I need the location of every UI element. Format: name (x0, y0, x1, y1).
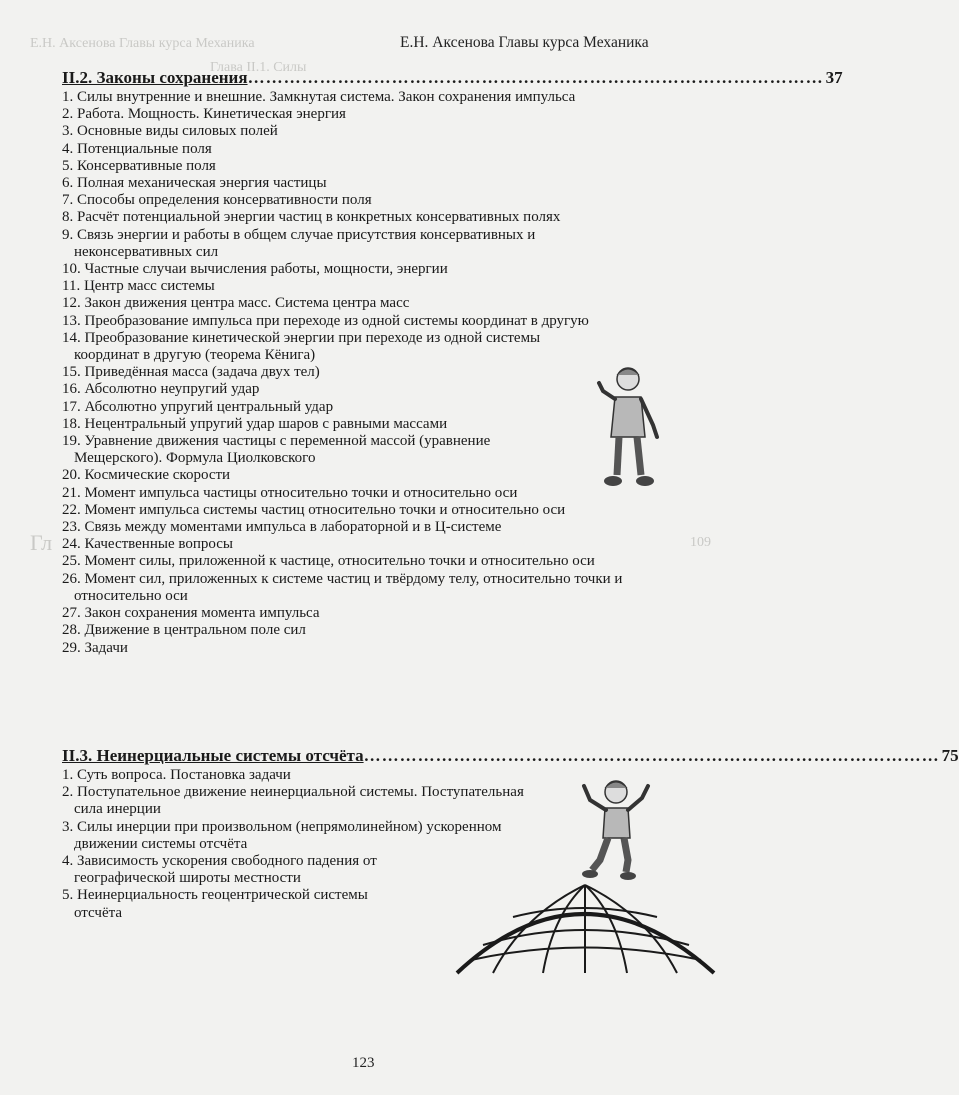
toc-item (62, 158, 702, 175)
toc-item-text: Работа. Мощность. Кинетическая энергия (77, 106, 346, 123)
bleed-through-header: Е.Н. Аксенова Главы курса Механика (30, 36, 255, 51)
toc-item-text: Преобразование импульса при переходе из одной системы координат в другую (84, 312, 589, 329)
toc-item-continuation: географической широты местности (74, 870, 301, 887)
toc-item-number: 4. (62, 853, 74, 870)
toc-item-text: Связь между моментами импульса в лабораторной и в Ц-системе (84, 519, 502, 536)
toc-item (62, 784, 572, 818)
toc-item (62, 819, 572, 853)
toc-item-text: Поступательное движение неинерциальной системы. Поступательная (77, 784, 524, 801)
toc-item-text: Момент импульса частицы относительно точки и относительно оси (84, 484, 518, 501)
section-2-title-text: II.2. Законы сохранения (62, 68, 248, 87)
toc-item-number: 16. (62, 381, 81, 398)
toc-item-number: 2. (62, 784, 74, 801)
toc-item-number: 21. (62, 484, 81, 501)
toc-item-number: 13. (62, 312, 81, 329)
toc-item-text: Силы инерции при произвольном (непрямолинейном) ускоренном (77, 818, 502, 835)
toc-item-text: Уравнение движения частицы с переменной массой (уравнение (84, 433, 491, 450)
toc-item-number: 20. (62, 467, 81, 484)
toc-item-text: Качественные вопросы (84, 536, 233, 553)
toc-item-number: 4. (62, 140, 74, 157)
toc-item-text: Момент сил, приложенных к системе частиц и твёрдому телу, относительно точки и (84, 570, 623, 587)
globe-dome-illustration (453, 875, 718, 975)
toc-item-continuation: координат в другую (теорема Кёнига) (74, 347, 316, 364)
toc-item (62, 141, 702, 158)
toc-item (62, 278, 702, 295)
boy-jumping-illustration (578, 772, 653, 882)
toc-item (62, 767, 572, 784)
toc-item-continuation: относительно оси (74, 587, 188, 604)
section-3-page: 75 (941, 746, 959, 765)
toc-item-text: Абсолютно неупругий удар (84, 381, 260, 398)
toc-item-text: Космические скорости (84, 467, 231, 484)
toc-item-number: 2. (62, 106, 74, 123)
toc-item-text: Задачи (84, 639, 128, 656)
toc-item-text: Расчёт потенциальной энергии частиц в конкретных консервативных полях (77, 209, 561, 226)
toc-item-continuation: Мещерского). Формула Циолковского (74, 450, 316, 467)
toc-item-text: Закон сохранения момента импульса (84, 605, 320, 622)
toc-item-number: 3. (62, 123, 74, 140)
toc-item-number: 26. (62, 570, 81, 587)
toc-item (62, 313, 702, 330)
toc-item (62, 640, 702, 657)
toc-item-number: 10. (62, 261, 81, 278)
toc-item-number: 6. (62, 175, 74, 192)
toc-item (62, 330, 702, 364)
toc-item-text: Преобразование кинетической энергии при переходе из одной системы (84, 329, 541, 346)
toc-item (62, 106, 702, 123)
toc-item-number: 22. (62, 501, 81, 518)
toc-item (62, 571, 702, 605)
bleed-through-fragment: Гл (30, 530, 53, 555)
toc-item-continuation: отсчёта (74, 904, 122, 921)
toc-item (62, 192, 702, 209)
toc-item-continuation: неконсервативных сил (74, 243, 219, 260)
toc-item-text: Силы внутренние и внешние. Замкнутая система. Закон сохранения импульса (77, 89, 576, 105)
toc-item-number: 12. (62, 295, 81, 312)
toc-item-text: Движение в центральном поле сил (84, 622, 306, 639)
toc-item (62, 295, 702, 312)
toc-item (62, 502, 702, 519)
toc-item-text: Способы определения консервативности поля (77, 192, 372, 209)
toc-item (62, 261, 702, 278)
toc-item-text: Центр масс системы (83, 278, 215, 295)
toc-item-number: 9. (62, 226, 74, 243)
boy-standing-illustration (595, 365, 665, 490)
toc-item-continuation: сила инерции (74, 801, 161, 818)
bleed-through-line: Глава II.1. Силы (210, 60, 307, 75)
section-3-title (62, 746, 959, 766)
toc-item-text: Консервативные поля (77, 157, 216, 174)
toc-item-number: 27. (62, 605, 81, 622)
toc-item (62, 519, 702, 536)
toc-item-text: Момент силы, приложенной к частице, относительно точки и относительно оси (84, 553, 595, 570)
toc-item-text: Потенциальные поля (77, 140, 212, 157)
toc-leader-dots: …………………………………………………………………………………… (247, 68, 824, 87)
toc-item (62, 123, 702, 140)
toc-item-number: 28. (62, 622, 81, 639)
toc-item-number: 1. (62, 767, 74, 783)
toc-item (62, 89, 702, 106)
toc-item-text: Момент импульса системы частиц относительно точки и относительно оси (84, 501, 566, 518)
toc-item-number: 23. (62, 519, 81, 536)
toc-item-number: 7. (62, 192, 74, 209)
toc-item-text: Абсолютно упругий центральный удар (84, 398, 334, 415)
toc-item (62, 175, 702, 192)
toc-item-text: Суть вопроса. Постановка задачи (77, 767, 291, 783)
toc-item-text: Нецентральный упругий удар шаров с равными массами (84, 415, 448, 432)
toc-item-text: Закон движения центра масс. Система центра масс (84, 295, 410, 312)
bleed-through-number: 109 (690, 535, 711, 550)
toc-item (62, 622, 702, 639)
toc-item (62, 605, 702, 622)
section-2-page: 37 (825, 68, 843, 87)
toc-item-text: Частные случаи вычисления работы, мощности, энергии (84, 261, 448, 278)
toc-item-number: 25. (62, 553, 81, 570)
toc-leader-dots: …………………………………………………………………………………… (363, 746, 940, 765)
running-header: Е.Н. Аксенова Главы курса Механика (400, 34, 649, 51)
toc-item (62, 553, 702, 570)
section-2-title (62, 68, 843, 88)
toc-item-number: 29. (62, 639, 81, 656)
toc-item-number: 3. (62, 818, 74, 835)
toc-item-text: Основные виды силовых полей (77, 123, 278, 140)
toc-item-text: Полная механическая энергия частицы (77, 175, 327, 192)
toc-item-number: 17. (62, 398, 81, 415)
toc-item (62, 227, 702, 261)
toc-item-number: 8. (62, 209, 74, 226)
toc-item-number: 14. (62, 329, 81, 346)
toc-item-continuation: движении системы отсчёта (74, 835, 248, 852)
toc-item-number: 15. (62, 364, 81, 381)
toc-item-number: 1. (62, 89, 74, 105)
toc-item (62, 536, 702, 553)
toc-item-text: Зависимость ускорения свободного падения от (77, 853, 377, 870)
toc-item-number: 18. (62, 415, 81, 432)
toc-item (62, 209, 702, 226)
toc-item-number: 19. (62, 433, 81, 450)
toc-item-text: Приведённая масса (задача двух тел) (84, 364, 320, 381)
toc-item-text: Связь энергии и работы в общем случае присутствия консервативных и (77, 226, 536, 243)
toc-item-text: Неинерциальность геоцентрической системы (77, 887, 368, 904)
toc-item-number: 5. (62, 887, 74, 904)
toc-item-number: 11. (62, 278, 81, 295)
toc-item-number: 24. (62, 536, 81, 553)
page-number: 123 (352, 1055, 375, 1071)
section-3-title-text: II.3. Неинерциальные системы отсчёта (62, 746, 364, 765)
toc-item-number: 5. (62, 157, 74, 174)
